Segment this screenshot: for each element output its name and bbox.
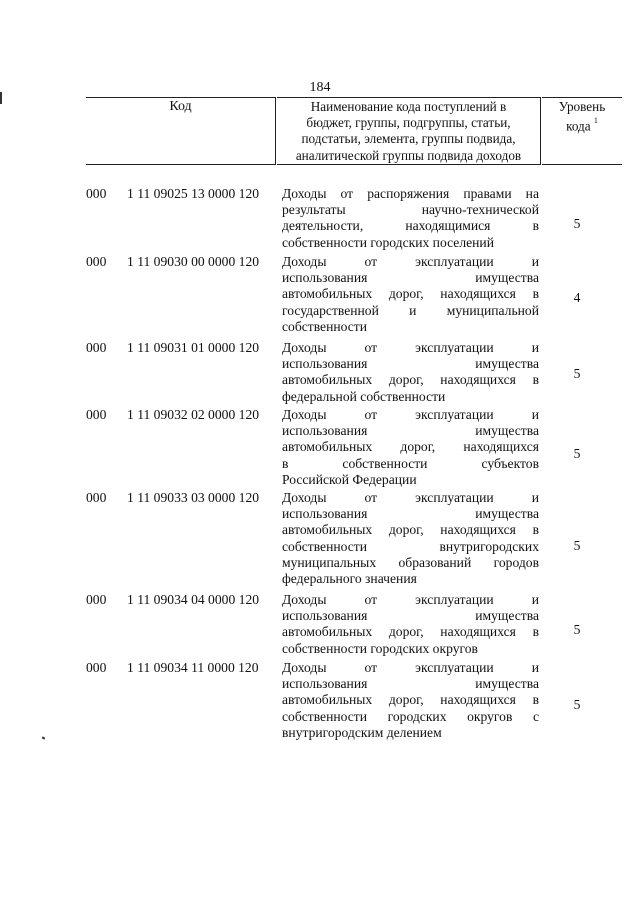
code-level: 5 bbox=[573, 366, 581, 381]
header-code-label: Код bbox=[169, 99, 192, 114]
revenue-name bbox=[282, 660, 539, 741]
revenue-name-line: федеральной собственности bbox=[282, 388, 446, 404]
admin-code: 000 bbox=[86, 254, 107, 269]
code-level: 5 bbox=[573, 446, 581, 461]
header-level-label: Уровень bbox=[558, 99, 606, 114]
header-name-line: аналитической группы подвида доходов bbox=[295, 147, 522, 163]
revenue-name-line: использования имущества bbox=[282, 608, 539, 624]
revenue-name-line: Доходы от распоряжения правами на bbox=[282, 186, 539, 201]
budget-classification-code: 1 11 09032 02 0000 120 bbox=[127, 407, 260, 422]
header-level-cell bbox=[542, 97, 622, 165]
revenue-name-line: Доходы от эксплуатации и bbox=[282, 490, 539, 505]
revenue-name bbox=[282, 186, 539, 251]
revenue-name-line: Российской Федерации bbox=[282, 471, 417, 487]
budget-classification-code: 1 11 09031 01 0000 120 bbox=[127, 340, 260, 355]
header-code-cell bbox=[86, 97, 276, 165]
revenue-name-line: использования имущества bbox=[282, 676, 539, 692]
revenue-name-line: собственности bbox=[282, 318, 368, 334]
admin-code: 000 bbox=[86, 340, 107, 355]
admin-code: 000 bbox=[86, 407, 107, 422]
revenue-name-line: автомобильных дорог, находящихся в bbox=[282, 522, 539, 538]
header-name-cell bbox=[277, 97, 541, 165]
code-level: 4 bbox=[573, 290, 581, 305]
header-level-label-line2: кода $^1$ bbox=[566, 116, 598, 134]
revenue-name-line: Доходы от эксплуатации и bbox=[282, 592, 539, 607]
revenue-name-line: деятельности, находящимися в bbox=[282, 218, 539, 234]
revenue-name-line: муниципальных образований городов bbox=[282, 554, 539, 570]
header-level-footnote: 1 bbox=[593, 116, 598, 126]
admin-code: 000 bbox=[86, 592, 107, 607]
budget-classification-code: 1 11 09034 04 0000 120 bbox=[127, 592, 260, 607]
admin-code: 000 bbox=[86, 186, 107, 201]
admin-code: 000 bbox=[86, 490, 107, 505]
revenue-name-line: государственной и муниципальной bbox=[282, 302, 539, 318]
budget-classification-code: 1 11 09025 13 0000 120 bbox=[127, 186, 260, 201]
header-name-line: бюджет, группы, подгруппы, статьи, bbox=[306, 115, 511, 131]
revenue-name-line: использования имущества bbox=[282, 356, 539, 372]
revenue-name-line: автомобильных дорог, находящихся в bbox=[282, 286, 539, 302]
header-name-line: подстатьи, элемента, группы подвида, bbox=[301, 131, 516, 147]
revenue-name-line: в собственности субъектов bbox=[282, 455, 539, 471]
revenue-name-line: собственности городских округов bbox=[282, 640, 478, 656]
revenue-name-line: Доходы от эксплуатации и bbox=[282, 407, 539, 422]
revenue-name-line: Доходы от эксплуатации и bbox=[282, 660, 539, 675]
revenue-name-line: автомобильных дорог, находящихся в bbox=[282, 372, 539, 388]
revenue-name bbox=[282, 340, 539, 405]
revenue-name-line: собственности городских округов с bbox=[282, 708, 539, 724]
code-level: 5 bbox=[573, 697, 581, 712]
page-number: 184 bbox=[309, 80, 331, 95]
budget-classification-code: 1 11 09033 03 0000 120 bbox=[127, 490, 260, 505]
revenue-name bbox=[282, 407, 539, 488]
revenue-name-line: автомобильных дорог, находящихся в bbox=[282, 692, 539, 708]
header-name-line: Наименование кода поступлений в bbox=[310, 99, 507, 114]
scan-dot-mark bbox=[42, 736, 46, 739]
revenue-name-line: автомобильных дорог, находящихся bbox=[282, 439, 539, 455]
code-level: 5 bbox=[573, 538, 581, 553]
revenue-name-line: использования имущества bbox=[282, 270, 539, 286]
code-level: 5 bbox=[573, 216, 581, 231]
revenue-name bbox=[282, 592, 539, 657]
revenue-name-line: федерального значения bbox=[282, 570, 417, 586]
revenue-name bbox=[282, 254, 539, 335]
revenue-name-line: использования имущества bbox=[282, 506, 539, 522]
revenue-name-line: Доходы от эксплуатации и bbox=[282, 340, 539, 355]
revenue-name-line: внутригородским делением bbox=[282, 724, 442, 740]
admin-code: 000 bbox=[86, 660, 107, 675]
revenue-name-line: собственности городских поселений bbox=[282, 234, 494, 250]
revenue-name bbox=[282, 490, 539, 587]
revenue-name-line: результаты научно-технической bbox=[282, 202, 539, 218]
revenue-name-line: собственности внутригородских bbox=[282, 538, 539, 554]
budget-classification-code: 1 11 09030 00 0000 120 bbox=[127, 254, 260, 269]
budget-classification-code: 1 11 09034 11 0000 120 bbox=[127, 660, 259, 675]
code-level: 5 bbox=[573, 622, 581, 637]
revenue-name-line: использования имущества bbox=[282, 423, 539, 439]
revenue-name-line: автомобильных дорог, находящихся в bbox=[282, 624, 539, 640]
revenue-name-line: Доходы от эксплуатации и bbox=[282, 254, 539, 269]
